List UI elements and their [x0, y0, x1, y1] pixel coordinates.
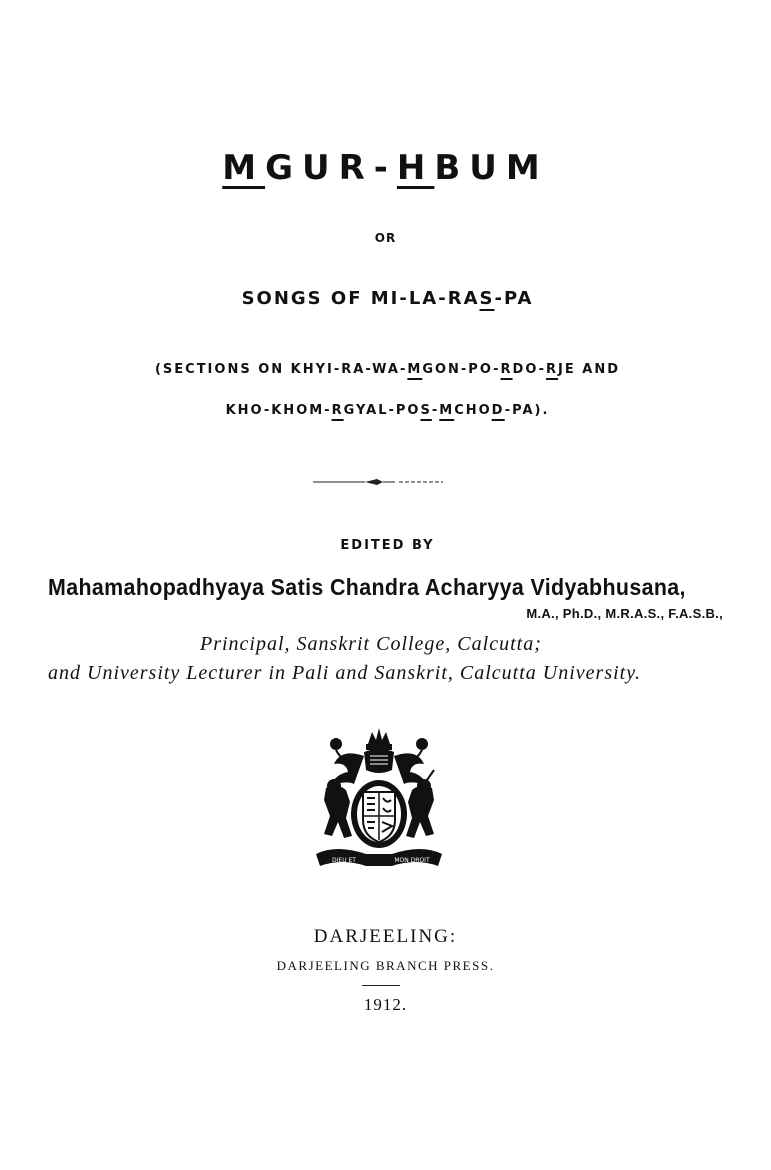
title-part2: BUM: [434, 148, 549, 188]
sections-2d: CHO: [454, 403, 492, 418]
sections-2u3: M: [439, 403, 455, 418]
sections-1b: GON-PO-: [422, 362, 501, 377]
sections-2b: GYAL-PO: [343, 403, 421, 418]
imprint-press: DARJEELING BRANCH PRESS.: [276, 958, 495, 973]
editor-degrees: M.A., Ph.D., M.R.A.S., F.A.S.B.,: [526, 606, 723, 621]
sections-2a: KHO-KHOM-: [225, 403, 332, 418]
edited-by: EDITED BY: [340, 538, 435, 553]
editor-principal: Principal, Sanskrit College, Calcutta;: [200, 633, 542, 655]
sections-2u1: R: [331, 403, 344, 418]
book-title: [0, 148, 771, 188]
sections-1u1: M: [407, 362, 423, 377]
sections-line-2: [2, 403, 771, 418]
subtitle: [2, 288, 771, 309]
sections-1d: JE AND: [558, 362, 621, 377]
subtitle-underlined: S: [479, 288, 495, 309]
imprint-place: DARJEELING:: [313, 926, 458, 947]
sections-1u2: R: [500, 362, 513, 377]
imprint-year: 1912.: [363, 995, 408, 1014]
sections-1c: DO-: [512, 362, 547, 377]
divider-ornament-icon: [313, 476, 443, 488]
motto-left: DIEU ET: [332, 857, 356, 864]
or-text: OR: [374, 231, 397, 245]
sections-2u2: S: [420, 403, 432, 418]
title-initial-h: H: [396, 148, 435, 188]
sections-2u4: D: [491, 403, 505, 418]
royal-coat-of-arms-icon: [306, 726, 452, 876]
subtitle-after: -PA: [494, 288, 534, 309]
sections-2c: -: [431, 403, 440, 418]
sections-line-1: [2, 362, 771, 377]
editor-name: Mahamahopadhyaya Satis Chandra Acharyya Vidyabhusana,: [48, 574, 686, 600]
subtitle-before: SONGS OF MI-LA-RA: [241, 288, 480, 309]
motto-right: MON DROIT: [394, 857, 430, 864]
sections-1u3: R: [546, 362, 559, 377]
sections-2e: -PA).: [504, 403, 550, 418]
sections-1a: (SECTIONS ON KHYI-RA-WA-: [154, 362, 408, 377]
imprint-rule: [362, 985, 400, 986]
editor-lecturer: and University Lecturer in Pali and Sanskrit, Calcutta University.: [48, 662, 641, 684]
title-part1: GUR-: [265, 148, 397, 188]
title-initial-m: M: [222, 148, 266, 188]
